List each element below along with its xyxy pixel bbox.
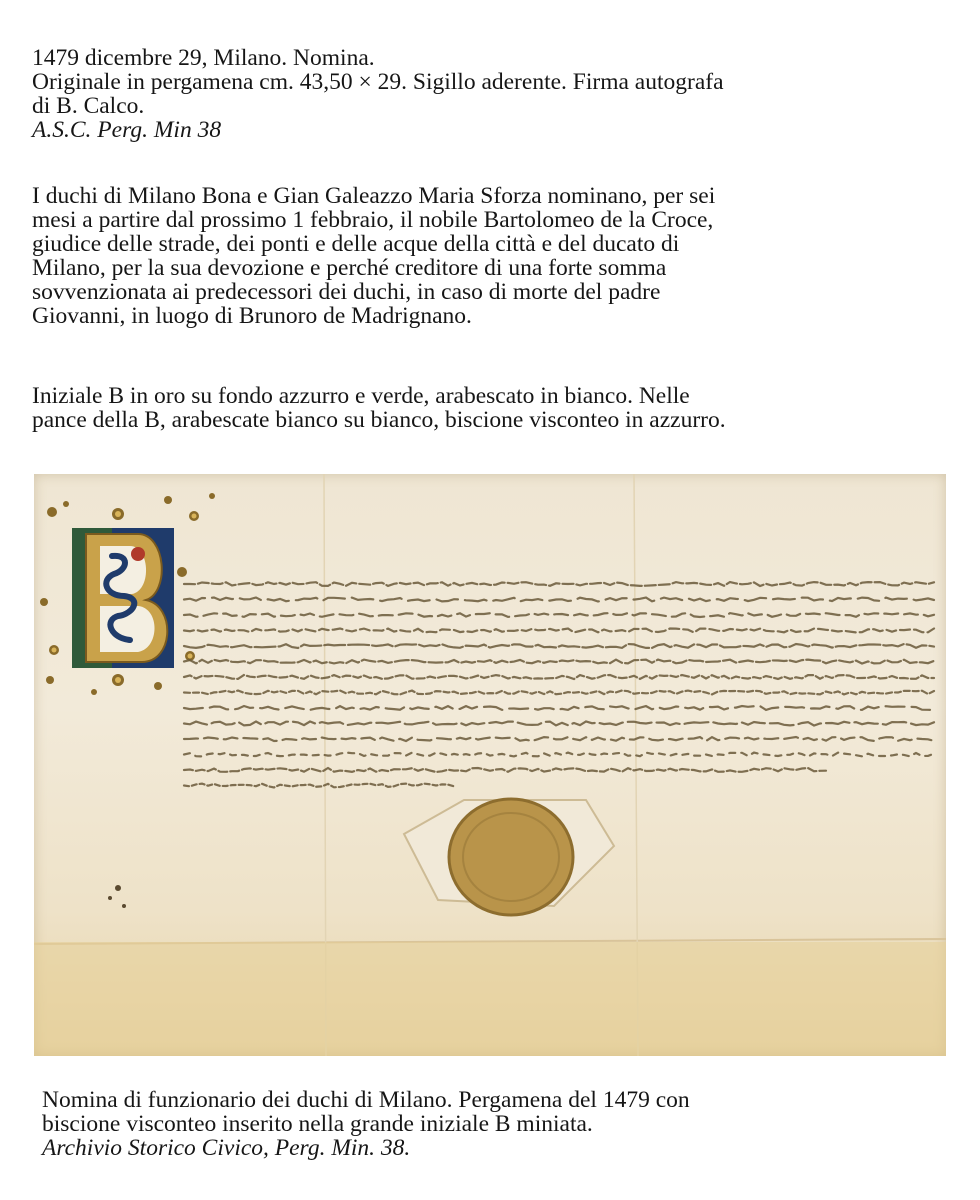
manuscript-line	[184, 644, 934, 648]
manuscript-line	[184, 629, 934, 633]
manuscript-line	[184, 753, 934, 757]
document-summary	[32, 184, 932, 328]
manuscript-line	[184, 737, 934, 741]
manuscript-line	[184, 706, 934, 710]
parchment-illustration	[34, 474, 946, 1056]
caption-line: Nomina di funzionario dei duchi di Milano. Pergamena del 1479 con	[42, 1087, 690, 1113]
parchment-photo	[34, 474, 946, 1056]
aged-band	[34, 942, 946, 1056]
manuscript-line	[184, 768, 826, 772]
document-header	[32, 46, 932, 142]
caption-reference: Archivio Storico Civico, Perg. Min. 38.	[42, 1135, 411, 1161]
figure-caption	[42, 1088, 942, 1160]
manuscript-line	[184, 598, 934, 602]
header-line: Originale in pergamena cm. 43,50 × 29. Sigillo aderente. Firma autografa	[32, 69, 724, 95]
manuscript-line	[184, 722, 934, 726]
summary-line: sovvenzionata ai predecessori dei duchi, in caso di morte del padre	[32, 279, 661, 305]
margin-marks	[108, 885, 126, 908]
illuminated-initial-b	[72, 528, 174, 668]
archive-reference: A.S.C. Perg. Min 38	[32, 117, 222, 143]
note-line: Iniziale B in oro su fondo azzurro e verde, arabescato in bianco. Nelle	[32, 383, 690, 409]
wax-seal	[404, 799, 614, 915]
header-line: di B. Calco.	[32, 93, 145, 119]
manuscript-line	[184, 675, 934, 679]
summary-line: Giovanni, in luogo di Brunoro de Madrignano.	[32, 303, 472, 329]
manuscript-line	[184, 582, 934, 586]
caption-line: biscione visconteo inserito nella grande iniziale B miniata.	[42, 1111, 593, 1137]
note-line: pance della B, arabescate bianco su bianco, biscione visconteo in azzurro.	[32, 407, 726, 433]
initial-description	[32, 384, 932, 432]
summary-line: Milano, per la sua devozione e perché creditore di una forte somma	[32, 255, 667, 281]
manuscript-line	[184, 691, 934, 695]
header-line: 1479 dicembre 29, Milano. Nomina.	[32, 45, 375, 71]
summary-line: mesi a partire dal prossimo 1 febbraio, il nobile Bartolomeo de la Croce,	[32, 207, 714, 233]
manuscript-line	[184, 660, 934, 664]
manuscript-line	[184, 613, 934, 617]
manuscript-text	[184, 582, 934, 788]
manuscript-line	[184, 784, 454, 788]
summary-line: I duchi di Milano Bona e Gian Galeazzo Maria Sforza nominano, per sei	[32, 183, 716, 209]
summary-line: giudice delle strade, dei ponti e delle acque della città e del ducato di	[32, 231, 680, 257]
